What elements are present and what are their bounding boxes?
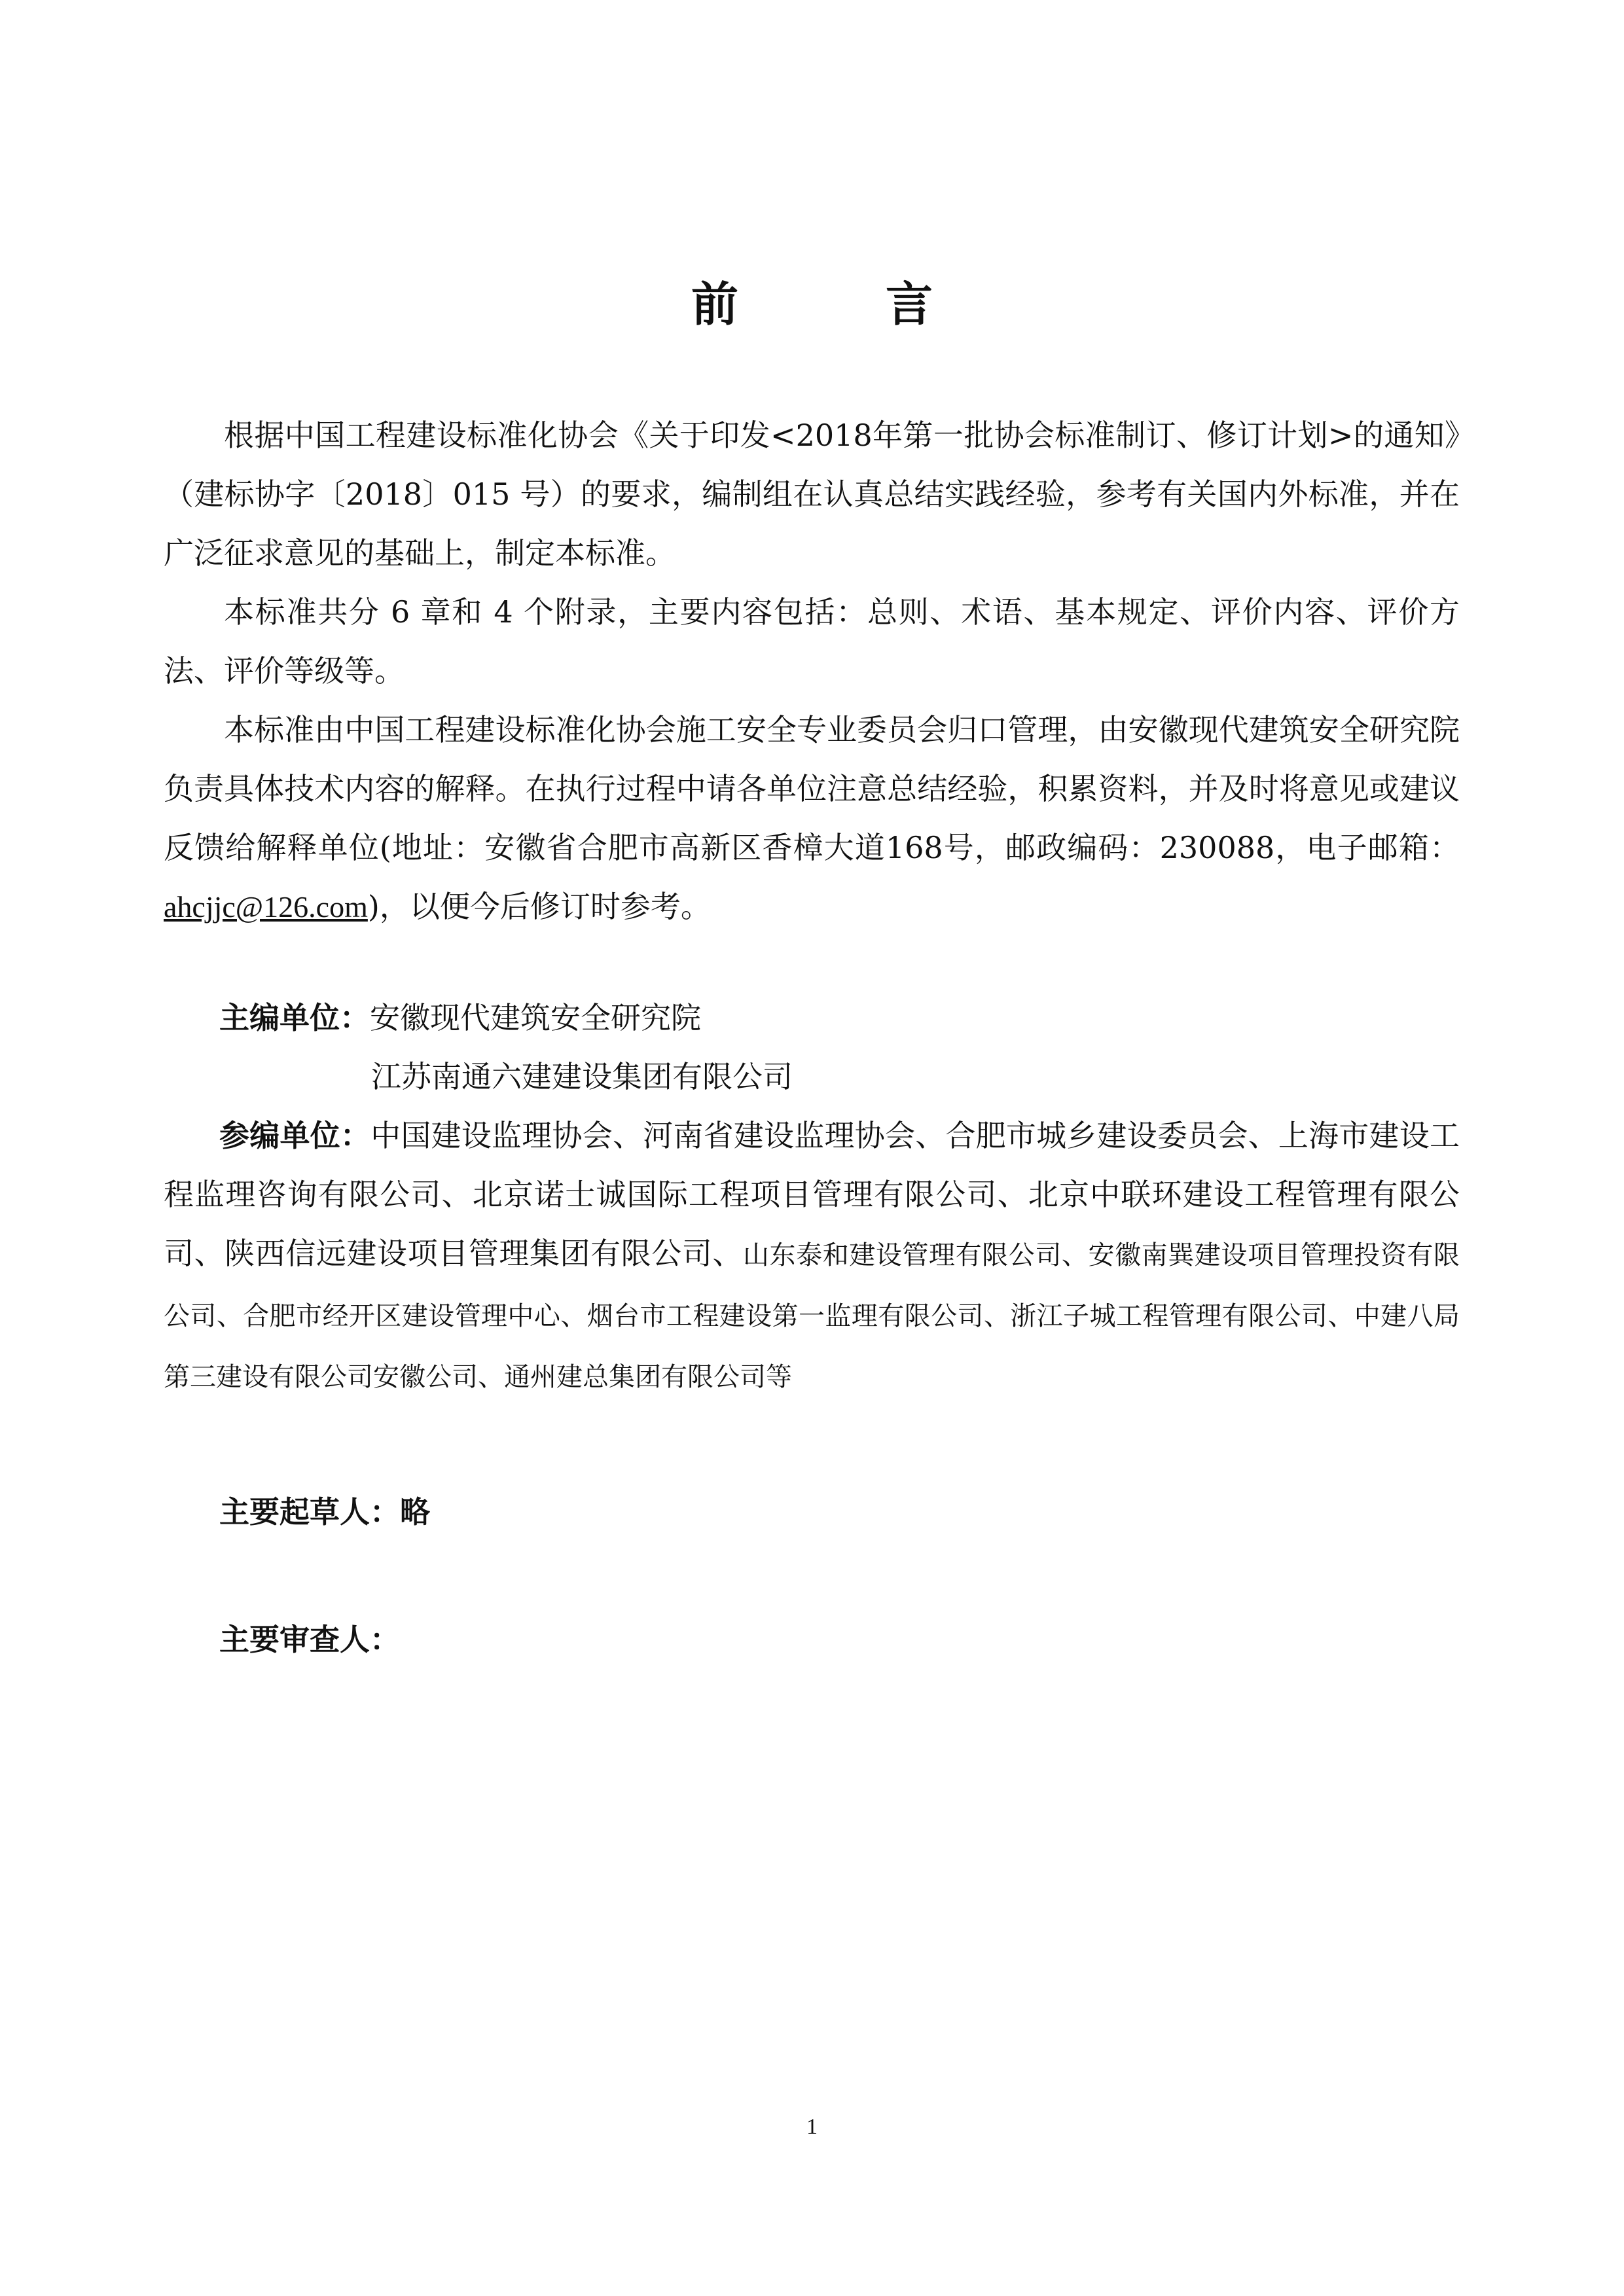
chief-units-block [219,988,1463,1106]
page-number: 1 [806,2115,818,2139]
page-title: 前 言 [691,277,999,332]
chief-unit-1: 安徽现代建筑安全研究院 [370,1000,701,1035]
email-link[interactable]: ahcjjc@126.com [164,890,368,924]
reviewers-label: 主要审查人： [219,1622,400,1657]
participant-units-list-2: 山东泰和建设管理有限公司、安徽南巽建设项目管理投资有限公司、合肥市经开区建设管理中心、烟台市工程建设第一监理有限公司、浙江子城工程管理有限公司、中建八局第三建设有限公司安徽公司、通州建总集团有限公司等 [164,1240,1460,1392]
drafters-line [219,1482,430,1541]
participant-units-paragraph [164,1106,1460,1407]
participant-units-block [164,1106,1460,1407]
paragraph-management-tail: )，以便今后修订时参考。 [367,889,711,924]
drafters-label: 主要起草人： [219,1494,400,1530]
preface-body [164,406,1460,937]
drafters-value: 略 [400,1494,430,1530]
paragraph-contents-summary: 本标准共分 6 章和 4 个附录，主要内容包括：总则、术语、基本规定、评价内容、评价方法、评价等级等。 [164,594,1460,689]
paragraph-standard-origin: 根据中国工程建设标准化协会《关于印发<2018年第一批协会标准制订、修订计划>的通知》（建标协字〔2018〕015 号）的要求，编制组在认真总结实践经验，参考有关国内外标准，并在广泛征求意见的基础上，制定本标准。 [164,418,1460,571]
participant-units-list-1: 中国建设监理协会、河南省建设监理协会、合肥市城乡建设委员会、上海市建设工程监理咨询有限公司、北京诺士诚国际工程项目管理有限公司、北京中联环建设工程管理有限公司、陕西信远建设项目管理集团有限公司、 [164,1118,1460,1271]
chief-unit-line-1 [219,988,1463,1047]
paragraph-management [164,700,1460,937]
paragraph-management-text: 本标准由中国工程建设标准化协会施工安全专业委员会归口管理，由安徽现代建筑安全研究院负责具体技术内容的解释。在执行过程中请各单位注意总结经验，积累资料，并及时将意见或建议反馈给解释单位(地址：安徽省合肥市高新区香樟大道168号，邮政编码：230088，电子邮箱： [164,712,1460,865]
reviewers-line [219,1610,400,1669]
participant-units-label: 参编单位： [219,1118,371,1153]
chief-unit-2: 江苏南通六建建设集团有限公司 [371,1059,793,1094]
chief-units-label: 主编单位： [219,1000,370,1035]
